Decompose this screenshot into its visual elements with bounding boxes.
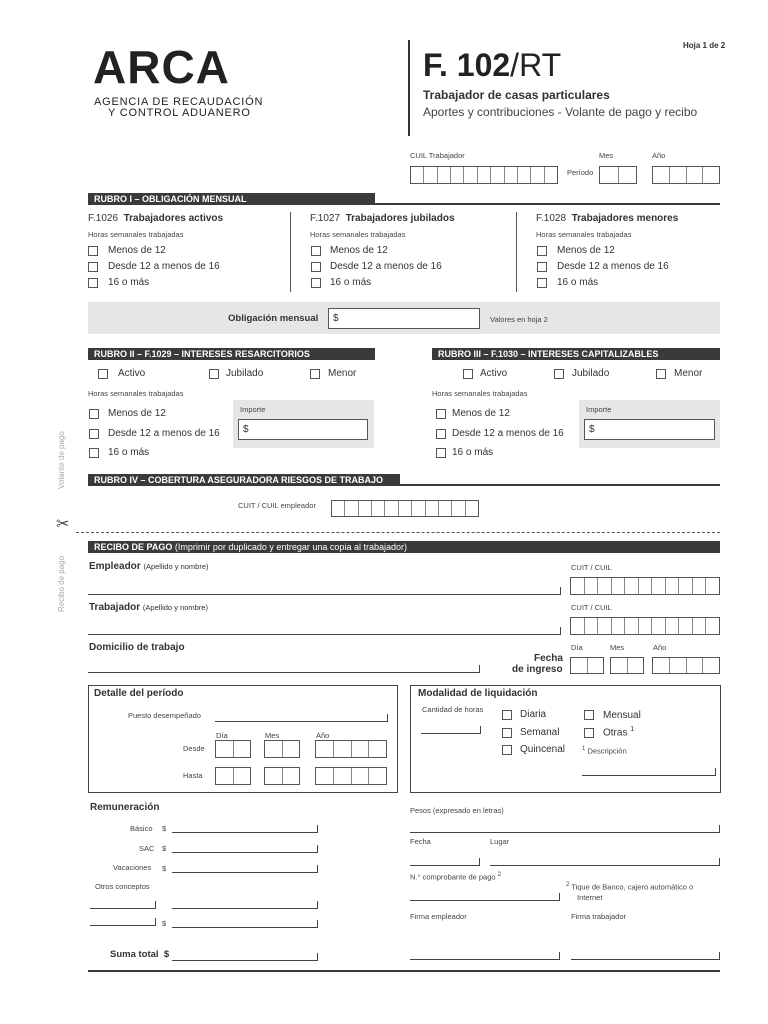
side-volante-label: Volante de pago (57, 431, 66, 489)
r2-horas-label: Horas semanales trabajadas (88, 389, 184, 398)
otros-concepto1-input[interactable] (90, 901, 156, 909)
r2-importe-dollar: $ (243, 424, 249, 435)
f1028-12a16-checkbox[interactable] (537, 262, 547, 272)
domicilio-input[interactable] (88, 665, 480, 673)
suma-total-input[interactable] (172, 953, 318, 961)
basico-dollar: $ (162, 824, 167, 833)
otras-label: Otras $^1$ (603, 726, 635, 739)
r4-cuit-label: CUIT / CUIL empleador (238, 501, 316, 510)
fecha-label: Fecha (410, 837, 431, 846)
desde-mes-input[interactable] (264, 740, 300, 758)
r2-activo-checkbox[interactable] (98, 369, 108, 379)
f1027-menos12-label: Menos de 12 (330, 245, 388, 256)
sac-label: SAC (139, 844, 155, 853)
valores-hoja2: Valores en hoja 2 (490, 315, 548, 324)
r2-jubilado-label: Jubilado (226, 368, 264, 379)
f1026-16mas-label: 16 o más (108, 277, 150, 288)
r3-menos12-label: Menos de 12 (452, 408, 510, 419)
quincenal-label: Quincenal (520, 744, 566, 755)
ingreso-anio-label: Año (653, 643, 667, 652)
f1026-menos12-label: Menos de 12 (108, 245, 166, 256)
diaria-label: Diaria (520, 709, 547, 720)
trabajador-cuit-label: CUIT / CUIL (571, 603, 612, 612)
r3-16mas-checkbox[interactable] (436, 448, 446, 458)
hasta-anio-input[interactable] (315, 767, 387, 785)
vacaciones-dollar: $ (162, 864, 167, 873)
r4-cuit-input[interactable] (331, 500, 479, 517)
hasta-dia-input[interactable] (215, 767, 251, 785)
r3-importe-label: Importe (586, 405, 612, 414)
basico-label: Básico (130, 824, 153, 833)
r2-jubilado-checkbox[interactable] (209, 369, 219, 379)
mes-label: Mes (599, 151, 614, 160)
col-divider (516, 212, 517, 292)
fecha-input[interactable] (410, 858, 480, 866)
f1028-horas-label: Horas semanales trabajadas (536, 230, 632, 239)
f1026-menos12-checkbox[interactable] (88, 246, 98, 256)
col-divider (290, 212, 291, 292)
anio-label: Año (652, 151, 666, 160)
desde-dia-input[interactable] (215, 740, 251, 758)
descripcion-input[interactable] (582, 768, 716, 776)
firma-trabajador-input[interactable] (571, 952, 720, 960)
otros-valor2-input[interactable] (172, 920, 318, 928)
f1026-12a16-label: Desde 12 a menos de 16 (108, 261, 220, 272)
r2-16mas-label: 16 o más (108, 447, 150, 458)
fecha-ingreso-label2: de ingreso (512, 664, 563, 675)
rubro4-rule (400, 484, 720, 486)
remuneracion-title: Remuneración (90, 802, 160, 813)
suma-total-label: Suma total $ (110, 949, 170, 960)
rubro2-header: RUBRO II – F.1029 – INTERESES RESARCITORIOS (88, 348, 375, 360)
f1028-title: F.1028 Trabajadores menores (536, 213, 679, 224)
f1027-16mas-checkbox[interactable] (311, 278, 321, 288)
rubro1-header: RUBRO I – OBLIGACIÓN MENSUAL (88, 193, 375, 205)
r3-activo-label: Activo (480, 368, 508, 379)
semanal-checkbox[interactable] (502, 728, 512, 738)
cut-line (76, 532, 720, 533)
rubro1-rule (375, 203, 720, 205)
r3-16mas-label: 16 o más (452, 447, 494, 458)
desde-anio-input[interactable] (315, 740, 387, 758)
periodo-anio-input[interactable] (652, 166, 720, 184)
f1026-horas-label: Horas semanales trabajadas (88, 230, 184, 239)
trabajador-input[interactable] (88, 627, 561, 635)
ingreso-mes-input[interactable] (610, 657, 644, 674)
semanal-label: Semanal (520, 727, 560, 738)
f1028-12a16-label: Desde 12 a menos de 16 (557, 261, 669, 272)
lugar-label: Lugar (490, 837, 510, 846)
descripcion-label: $^1$ Descripción (582, 746, 627, 756)
arca-logo: ARCA (93, 41, 230, 93)
agency-name-line2: Y CONTROL ADUANERO (108, 107, 251, 119)
diaria-checkbox[interactable] (502, 710, 512, 720)
r3-12a16-checkbox[interactable] (436, 429, 446, 439)
f1027-12a16-checkbox[interactable] (311, 262, 321, 272)
trabajador-label: Trabajador (Apellido y nombre) (89, 602, 208, 613)
otras-checkbox[interactable] (584, 728, 594, 738)
r3-importe-input[interactable] (584, 419, 715, 440)
f1027-12a16-label: Desde 12 a menos de 16 (330, 261, 442, 272)
tique-note: $^2$ Tique de Banco, cajero automático o (566, 882, 694, 892)
page-number: Hoja 1 de 2 (683, 41, 726, 50)
desde-label: Desde (183, 744, 205, 753)
comprobante-label: N.° comprobante de pago $^2$ (410, 872, 501, 882)
periodo-label: Período (567, 168, 594, 177)
r2-menor-checkbox[interactable] (310, 369, 320, 379)
mensual-checkbox[interactable] (584, 710, 594, 720)
puesto-label: Puesto desempeñado (128, 711, 201, 720)
firma-trabajador-label: Firma trabajador (571, 912, 627, 921)
detalle-dia-label: Día (216, 731, 228, 740)
detalle-mes-label: Mes (265, 731, 280, 740)
ingreso-dia-input[interactable] (570, 657, 604, 674)
vacaciones-input[interactable] (172, 865, 318, 873)
modalidad-box (410, 685, 721, 793)
empleador-input[interactable] (88, 587, 561, 595)
f1027-title: F.1027 Trabajadores jubilados (310, 213, 455, 224)
ingreso-mes-label: Mes (610, 643, 625, 652)
form-subtitle2: Aportes y contribuciones - Volante de pago y recibo (423, 105, 698, 119)
otros-conceptos-label: Otros conceptos (95, 882, 150, 891)
fecha-ingreso-label1: Fecha (534, 653, 563, 664)
r3-12a16-label: Desde 12 a menos de 16 (452, 428, 564, 439)
cantidad-horas-label: Cantidad de horas (422, 705, 484, 714)
f1028-16mas-label: 16 o más (557, 277, 599, 288)
f1028-menos12-label: Menos de 12 (557, 245, 615, 256)
f1026-16mas-checkbox[interactable] (88, 278, 98, 288)
ingreso-anio-input[interactable] (652, 657, 720, 674)
hasta-label: Hasta (183, 771, 203, 780)
quincenal-checkbox[interactable] (502, 745, 512, 755)
detalle-title: Detalle del período (94, 688, 184, 699)
r3-importe-dollar: $ (589, 424, 595, 435)
hasta-mes-input[interactable] (264, 767, 300, 785)
cuil-trabajador-input[interactable] (410, 166, 558, 184)
f1027-menos12-checkbox[interactable] (311, 246, 321, 256)
obligacion-input[interactable] (328, 308, 480, 329)
r2-activo-label: Activo (118, 368, 146, 379)
r2-menos12-checkbox[interactable] (89, 409, 99, 419)
form-subtitle: Trabajador de casas particulares (423, 88, 610, 102)
cuil-trabajador-label: CUIL Trabajador (410, 151, 465, 160)
f1026-12a16-checkbox[interactable] (88, 262, 98, 272)
form-code: F. 102/RT (423, 47, 562, 83)
obligacion-label: Obligación mensual (228, 313, 319, 324)
otros-valor1-input[interactable] (172, 901, 318, 909)
empleador-cuit-label: CUIT / CUIL (571, 563, 612, 572)
lugar-input[interactable] (490, 858, 720, 866)
detalle-anio-label: Año (316, 731, 330, 740)
r2-importe-label: Importe (240, 405, 266, 414)
otros-concepto2-input[interactable] (90, 918, 156, 926)
pesos-letras-label: Pesos (expresado en letras) (410, 806, 504, 815)
obligacion-dollar: $ (333, 313, 339, 324)
r2-12a16-label: Desde 12 a menos de 16 (108, 428, 220, 439)
scissors-icon: ✂ (56, 516, 70, 533)
r3-menor-checkbox[interactable] (656, 369, 666, 379)
f1028-menos12-checkbox[interactable] (537, 246, 547, 256)
r2-12a16-checkbox[interactable] (89, 429, 99, 439)
firma-empleador-label: Firma empleador (410, 912, 467, 921)
r3-menor-label: Menor (674, 368, 703, 379)
tique-note2: Internet (577, 893, 603, 902)
otros-dollar: $ (162, 919, 167, 928)
ingreso-dia-label: Día (571, 643, 583, 652)
empleador-cuit-input[interactable] (570, 577, 720, 595)
r3-jubilado-checkbox[interactable] (554, 369, 564, 379)
rubro3-header: RUBRO III – F.1030 – INTERESES CAPITALIZABLES (432, 348, 720, 360)
empleador-label: Empleador (Apellido y nombre) (89, 561, 209, 572)
header-divider (408, 40, 410, 136)
f1028-16mas-checkbox[interactable] (537, 278, 547, 288)
f1027-horas-label: Horas semanales trabajadas (310, 230, 406, 239)
r3-activo-checkbox[interactable] (463, 369, 473, 379)
sac-dollar: $ (162, 844, 167, 853)
cantidad-horas-input[interactable] (421, 726, 481, 734)
modalidad-title: Modalidad de liquidación (418, 688, 538, 699)
pesos-letras-input[interactable] (410, 825, 720, 833)
comprobante-input[interactable] (410, 893, 560, 901)
f1026-title: F.1026 Trabajadores activos (88, 213, 224, 224)
domicilio-label: Domicilio de trabajo (89, 642, 185, 653)
bottom-rule (88, 970, 720, 972)
r3-menos12-checkbox[interactable] (436, 409, 446, 419)
side-recibo-label: Recibo de pago (57, 555, 66, 612)
r3-jubilado-label: Jubilado (572, 368, 610, 379)
rubro4-header: RUBRO IV – COBERTURA ASEGURADORA RIESGOS DE TRABAJO (88, 474, 400, 486)
r2-menor-label: Menor (328, 368, 357, 379)
vacaciones-label: Vacaciones (113, 863, 152, 872)
r2-menos12-label: Menos de 12 (108, 408, 166, 419)
periodo-mes-input[interactable] (599, 166, 637, 184)
basico-input[interactable] (172, 825, 318, 833)
agency-name-line1: AGENCIA DE RECAUDACIÓN (94, 96, 264, 108)
f1027-16mas-label: 16 o más (330, 277, 372, 288)
puesto-input[interactable] (215, 714, 388, 722)
trabajador-cuit-input[interactable] (570, 617, 720, 635)
mensual-label: Mensual (603, 710, 641, 721)
sac-input[interactable] (172, 845, 318, 853)
r3-horas-label: Horas semanales trabajadas (432, 389, 528, 398)
r2-16mas-checkbox[interactable] (89, 448, 99, 458)
firma-empleador-input[interactable] (410, 952, 560, 960)
recibo-header: RECIBO DE PAGO (Imprimir por duplicado y entregar una copia al trabajador) (88, 541, 720, 553)
r2-importe-input[interactable] (238, 419, 368, 440)
